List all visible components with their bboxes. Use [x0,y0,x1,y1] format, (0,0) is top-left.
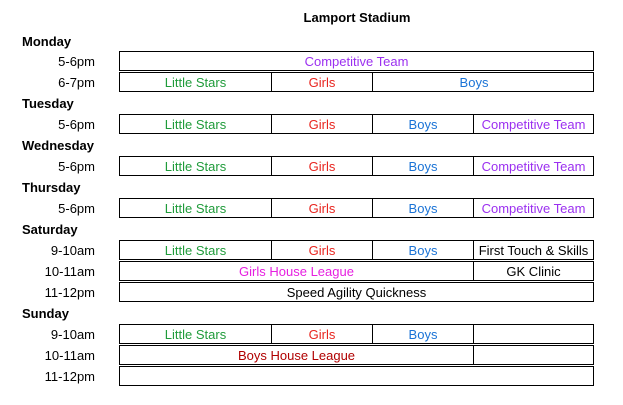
session-little-stars: Little Stars [120,325,272,343]
schedule-row-saturday-11am [119,282,594,302]
session-little-stars: Little Stars [120,115,272,133]
session-girls: Girls [272,115,373,133]
session-little-stars: Little Stars [120,157,272,175]
time-label: 10-11am [44,264,95,279]
session-little-stars: Little Stars [120,241,272,259]
session-speed-agility-quickness: Speed Agility Quickness [286,284,427,300]
time-label: 10-11am [44,348,95,363]
session-competitive-team: Competitive Team [304,53,409,69]
time-label: 5-6pm [58,117,95,132]
session-little-stars: Little Stars [120,199,272,217]
time-label: 9-10am [50,327,95,342]
session-boys: Boys [459,74,489,90]
schedule-row-sunday-11am [119,366,594,386]
session-girls-house-league: Girls House League [120,262,474,280]
session-boys: Boys [373,241,474,259]
session-girls: Girls [272,199,373,217]
time-label: 9-10am [50,243,95,258]
time-label: 5-6pm [58,201,95,216]
time-label: 5-6pm [58,159,95,174]
session-boys: Boys [373,199,474,217]
schedule-row-sunday-9am [119,324,594,344]
day-label-thursday: Thursday [22,180,81,195]
schedule-row-saturday-10am [119,261,594,281]
day-label-monday: Monday [22,34,72,49]
session-girls: Girls [272,157,373,175]
session-competitive-team: Competitive Team [481,116,586,132]
schedule-row-tuesday-5pm [119,114,594,134]
schedule-row-wednesday-5pm [119,156,594,176]
session-boys-house-league: Boys House League [120,346,474,364]
page-title: Lamport Stadium [303,10,411,25]
schedule-row-monday-5pm [119,51,594,71]
time-label: 11-12pm [44,369,95,384]
session-little-stars: Little Stars [120,73,272,91]
session-girls: Girls [272,73,373,91]
day-label-sunday: Sunday [22,306,69,321]
empty-slot [474,346,593,364]
session-first-touch-skills: First Touch & Skills [478,242,589,258]
day-label-tuesday: Tuesday [22,96,74,111]
schedule-row-saturday-9am [119,240,594,260]
day-label-wednesday: Wednesday [22,138,95,153]
session-girls: Girls [272,241,373,259]
schedule-row-monday-6pm [119,72,594,92]
schedule-row-thursday-5pm [119,198,594,218]
time-label: 11-12pm [44,285,95,300]
time-label: 5-6pm [58,54,95,69]
session-competitive-team: Competitive Team [481,200,586,216]
empty-slot [120,367,593,385]
session-gk-clinic: GK Clinic [506,263,561,279]
schedule-row-sunday-10am [119,345,594,365]
session-competitive-team: Competitive Team [481,158,586,174]
session-girls: Girls [272,325,373,343]
session-boys: Boys [373,115,474,133]
session-boys: Boys [373,157,474,175]
time-label: 6-7pm [58,75,95,90]
session-boys: Boys [373,325,474,343]
empty-slot [474,325,593,343]
day-label-saturday: Saturday [22,222,78,237]
